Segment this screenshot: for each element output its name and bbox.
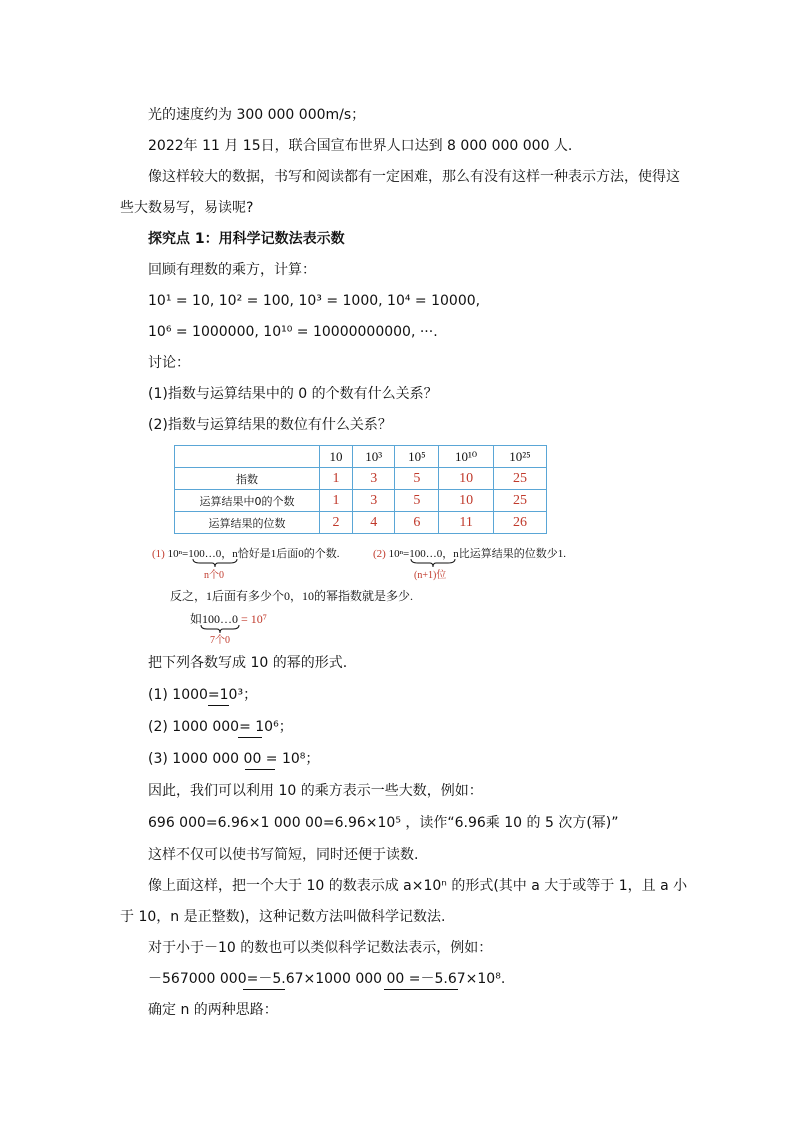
table-cell: 25	[493, 490, 546, 512]
answer-underline-1	[208, 705, 229, 706]
text-task: 把下列各数写成 10 的幂的形式.	[148, 655, 348, 671]
text-powers-1: 10¹ = 10, 10² = 100, 10³ = 1000, 10⁴ = 10000,	[148, 293, 481, 309]
text-definition-2: 于 10，n 是正整数)，这种记数方法叫做科学记数法.	[120, 909, 446, 925]
table-cell: 6	[395, 512, 439, 534]
note-2-text: ，n比运算结果的位数少1.	[442, 548, 566, 560]
table-cell: 2	[320, 512, 353, 534]
table-cell: 10	[439, 490, 494, 512]
table-header-row	[175, 446, 547, 468]
note-2-expression: 10ⁿ=100…0	[388, 548, 443, 560]
note-1-under: n个0	[204, 570, 224, 581]
text-question-line1: 像这样较大的数据，书写和阅读都有一定困难，那么有没有这样一种表示方法，使得这	[148, 169, 680, 185]
answer-underline-5	[384, 989, 458, 990]
table-row-label: 运算结果中0的个数	[175, 490, 320, 512]
note-2-under: (n+1)位	[414, 570, 447, 581]
table-cell: 25	[493, 468, 546, 490]
text-benefit: 这样不仅可以使书写简短，同时还便于读数.	[148, 847, 419, 863]
text-determine: 确定 n 的两种思路：	[148, 1002, 278, 1018]
table-header-cell: 10	[320, 446, 353, 468]
exercise-3: (3) 1000 000 00 = 10⁸；	[148, 751, 320, 767]
table-row	[175, 490, 547, 512]
table-row	[175, 512, 547, 534]
table-header-cell: 10²⁵	[493, 446, 546, 468]
note-1-expression: 10ⁿ=100…0	[167, 548, 222, 560]
table-header-cell: 10³	[353, 446, 395, 468]
table-cell: 26	[493, 512, 546, 534]
note-1	[152, 545, 340, 561]
table-cell: 3	[353, 490, 395, 512]
table-cell: 10	[439, 468, 494, 490]
note-2-number: (2)	[373, 548, 386, 560]
note-4-result: = 10⁷	[241, 612, 267, 626]
table-cell: 1	[320, 490, 353, 512]
note-4-prefix: 如100…0	[190, 612, 239, 626]
answer-underline-2	[238, 737, 262, 738]
text-question-line2: 些大数易写，易读呢?	[120, 200, 254, 216]
text-population: 2022年 11 月 15日，联合国宣布世界人口达到 8 000 000 000 人.	[148, 138, 573, 154]
text-definition-1: 像上面这样，把一个大于 10 的数表示成 a×10ⁿ 的形式(其中 a 大于或等于 1，且 a 小	[148, 878, 688, 894]
text-light-speed: 光的速度约为 300 000 000m/s；	[148, 107, 366, 123]
text-example: 696 000=6.96×1 000 00=6.96×10⁵ ，读作“6.96乘 10 的 5 次方(幂)”	[148, 815, 619, 831]
table-cell: 11	[439, 512, 494, 534]
table-cell: 5	[395, 490, 439, 512]
text-review: 回顾有理数的乘方，计算：	[148, 262, 316, 278]
note-1-text: ，n恰好是1后面0的个数.	[221, 548, 340, 560]
section-heading: 探究点 1：用科学记数法表示数	[148, 231, 345, 247]
text-powers-2: 10⁶ = 1000000, 10¹⁰ = 10000000000, ···.	[148, 324, 438, 340]
table-cell: 3	[353, 468, 395, 490]
note-4-under: 7个0	[210, 635, 230, 646]
note-3: 反之，1后面有多少个0，10的幂指数就是多少.	[170, 589, 414, 603]
text-q1: (1)指数与运算结果中的 0 的个数有什么关系？	[148, 386, 438, 402]
table-cell: 4	[353, 512, 395, 534]
answer-underline-3	[245, 769, 275, 770]
table-header-cell: 10¹⁰	[439, 446, 494, 468]
text-q2: (2)指数与运算结果的数位有什么关系？	[148, 417, 392, 433]
note-1-number: (1)	[152, 548, 165, 560]
table-cell: 1	[320, 468, 353, 490]
table-cell: 5	[395, 468, 439, 490]
text-negative-example: －567000 000=－5.67×1000 000 00 =－5.67×10⁸.	[148, 971, 506, 987]
text-negative: 对于小于－10 的数也可以类似科学记数法表示，例如：	[148, 940, 493, 956]
table-row-label: 指数	[175, 468, 320, 490]
text-discuss: 讨论：	[148, 355, 190, 371]
table-row-label: 运算结果的位数	[175, 512, 320, 534]
answer-underline-4	[243, 989, 285, 990]
table-header-cell: 10⁵	[395, 446, 439, 468]
text-therefore: 因此，我们可以利用 10 的乘方表示一些大数，例如：	[148, 783, 483, 799]
exercise-2: (2) 1000 000= 10⁶；	[148, 719, 293, 735]
table-corner-cell	[175, 446, 320, 468]
exponent-table	[174, 445, 547, 534]
note-2	[373, 545, 566, 561]
table-row	[175, 468, 547, 490]
exercise-1: (1) 1000=10³；	[148, 687, 258, 703]
